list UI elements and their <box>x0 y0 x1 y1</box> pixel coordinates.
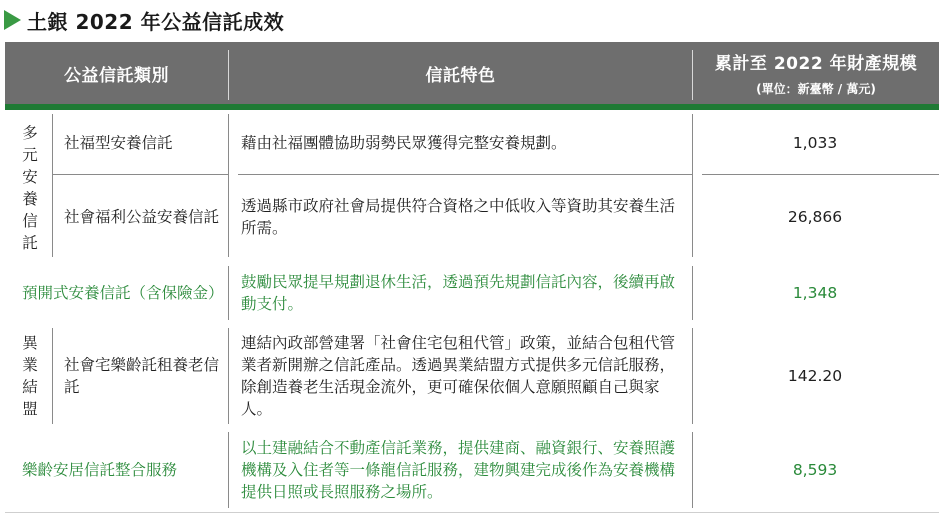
row4-value: 142.20 <box>787 367 843 385</box>
row1-feature: 藉由社福團體協助弱勢民眾獲得完整安養規劃。 <box>241 134 567 152</box>
triangle-bullet-icon <box>4 10 21 30</box>
row-divider <box>238 174 692 175</box>
column-divider <box>692 266 693 320</box>
page-title-text: 土銀 2022 年公益信託成效 <box>27 9 285 34</box>
row-divider <box>702 174 939 175</box>
row2-value: 26,866 <box>787 208 843 226</box>
header-divider-bar <box>5 104 939 110</box>
row3-category: 預開式安養信託（含保險金） <box>22 284 224 302</box>
header-scale-label: 累計至 2022 年財產規模 <box>714 54 918 74</box>
row3-value: 1,348 <box>792 284 838 302</box>
column-divider <box>228 114 229 257</box>
row2-category: 社會福利公益安養信託 <box>64 208 220 226</box>
row5-category: 樂齡安居信託整合服務 <box>22 461 178 479</box>
group-label-cross-industry <box>10 330 50 422</box>
group-divider <box>52 328 53 424</box>
table-bottom-line <box>5 512 939 513</box>
group-label-multi-care <box>10 118 50 258</box>
row2-feature: 透過縣市政府社會局提供符合資格之中低收入等資助其安養生活所需。 <box>241 197 676 237</box>
header-scale <box>693 42 939 104</box>
page-title <box>4 6 284 34</box>
column-divider <box>692 328 693 424</box>
row1-value: 1,033 <box>792 134 838 152</box>
header-category <box>5 42 228 104</box>
row1-category: 社福型安養信託 <box>64 134 173 152</box>
header-feature-label: 信託特色 <box>425 65 496 86</box>
header-category-label: 公益信託類別 <box>64 65 169 86</box>
row3-feature: 鼓勵民眾提早規劃退休生活，透過預先規劃信託內容，後續再啟動支付。 <box>241 273 676 313</box>
row-divider <box>52 174 228 175</box>
column-divider <box>692 114 693 257</box>
row5-feature: 以土建融結合不動產信託業務，提供建商、融資銀行、安養照護機構及入住者等一條龍信託服務，建物興建完成後作為安養機構提供日照或長照服務之場所。 <box>241 439 676 501</box>
column-divider <box>692 432 693 508</box>
group-label-multi-care-text: 多元安養信託 <box>22 124 38 252</box>
row4-category: 社會宅樂齡託租養老信託 <box>64 356 220 396</box>
header-scale-unit: (單位：新臺幣 / 萬元) <box>756 82 876 96</box>
row5-value: 8,593 <box>792 461 838 479</box>
row4-feature: 連結內政部營建署「社會住宅包租代管」政策，並結合包租代管業者新開辦之信託產品。透過異業結盟方式提供多元信託服務，除創造養老生活現金流外，更可確保依個人意願照顧自己與家人。 <box>241 334 676 418</box>
group-divider <box>52 114 53 257</box>
header-feature <box>229 42 692 104</box>
column-divider <box>228 432 229 508</box>
column-divider <box>228 266 229 320</box>
column-divider <box>228 328 229 424</box>
group-label-cross-industry-text: 異業結盟 <box>22 334 38 418</box>
